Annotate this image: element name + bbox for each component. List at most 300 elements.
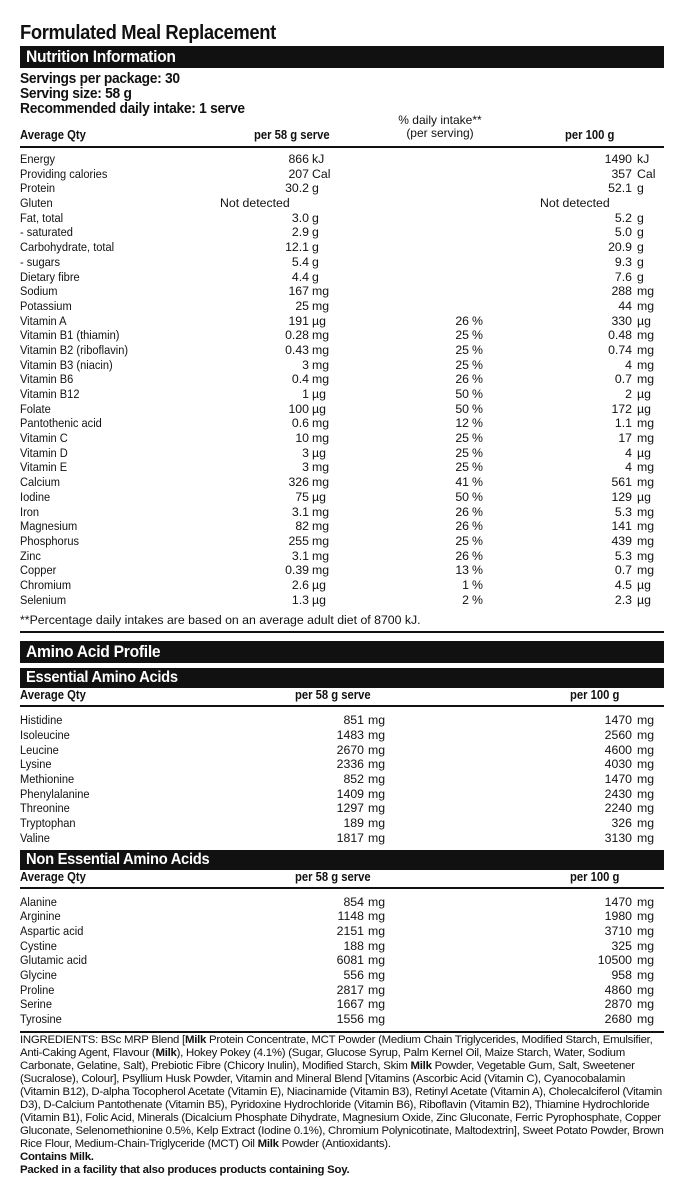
daily-intake-value: 25	[455, 460, 469, 475]
per-100g-unit: µg	[637, 387, 651, 401]
per-100g-value: 1470	[604, 894, 632, 909]
nutrient-row	[20, 167, 664, 182]
per-serve-unit: mg	[312, 519, 330, 534]
daily-intake-unit: %	[472, 489, 483, 504]
daily-intake-value: 26	[455, 504, 469, 519]
col-average-qty: Average Qty	[20, 869, 86, 884]
ingredient-text: ), Hokey Pokey (4.1%) (Sugar, Glucose Syrup, Palm Kernel Oil, Maize Starch, Water, Sodium Carbonate, Gelatine, Salt), Prebiotic Fibre (Chicory Inulin), Modified Starch, Skim	[20, 1046, 625, 1072]
amino-acid-name: Cystine	[20, 938, 57, 953]
nutrient-row	[20, 358, 664, 373]
per-serve-value: 4.4	[291, 269, 309, 284]
per-100g-unit: mg	[637, 298, 655, 313]
per-100g-value: 439	[611, 533, 632, 548]
per-100g-unit: g	[637, 254, 644, 269]
per-serve-unit: Cal	[312, 166, 331, 181]
per-100g-value: 141	[611, 519, 632, 534]
amino-acid-row	[20, 1012, 664, 1027]
per-100g-value: 561	[611, 475, 632, 490]
amino-acid-name: Tyrosine	[20, 1012, 62, 1026]
per-serve-unit: mg	[312, 372, 330, 387]
per-serve-value: 1483	[336, 728, 364, 742]
ingredient-text: Powder, Vegetable Gum, Salt, Sweetener (Sucralose), Colour], Psyllium Husk Powder, Vitamin and Mineral Blend [Vitamins (Ascorbic Acid (Vitamin C), Cyanocobalamin (Vitamin B12), D-alpha Tocopherol Acetate (Vitamin E), Niacinamide (Vitamin B3), Retinyl Acetate (Vitamin A), Cholecalciferol (Vitamin D3), D-Calcium Pantothenate (Vitamin B5), Pyridoxine Hydrochloride (Vitamin B6), Riboflavin (Vitamin B2), Thiamine Hydrochloride (Vitamin B1), Folic Acid, Minerals (Dicalcium Phosphate Dihydrate, Magnesium Oxide, Zinc Gluconate, Ferric Pyrophosphate, Copper Gluconate, Selenomethionine 0.5%, Kelp Extract (Iodine 0.1%), Chromium Polynicotinate, Maltodextrin], Sweet Potato Powder, Brown Rice Flour, Medium-Chain-Triglyceride (MCT) Oil	[20, 1059, 664, 1150]
amino-acid-row	[20, 713, 664, 728]
per-100g-unit: mg	[637, 816, 655, 831]
daily-intake-value: 12	[455, 416, 469, 431]
per-serve-unit: µg	[312, 577, 326, 592]
per-100g-value: 2240	[604, 801, 632, 816]
per-serve-value: 326	[288, 475, 309, 490]
amino-acid-row	[20, 968, 664, 983]
amino-acid-row	[20, 816, 664, 831]
daily-intake-value: 25	[455, 431, 469, 446]
per-serve-value: 189	[343, 816, 364, 831]
per-serve-unit: mg	[312, 431, 330, 446]
per-100g-value: 4860	[604, 982, 632, 997]
per-serve-unit: mg	[312, 460, 330, 475]
per-serve-unit: mg	[368, 830, 386, 845]
per-serve-unit: mg	[368, 938, 386, 953]
per-100g-unit: mg	[637, 997, 655, 1012]
daily-intake-value: 26	[455, 519, 469, 534]
per-serve-value: 866	[288, 152, 309, 166]
amino-acid-row	[20, 728, 664, 743]
amino-acid-row	[20, 787, 664, 802]
daily-intake-value: 25	[455, 357, 469, 372]
per-serve-unit: mg	[368, 894, 386, 909]
per-serve-value: 3	[302, 357, 309, 372]
per-serve-value: 3	[302, 445, 309, 460]
nutrient-row	[20, 460, 664, 475]
amino-acid-name: Tryptophan	[20, 816, 76, 831]
per-100g-unit: mg	[637, 801, 655, 816]
nutrient-row	[20, 431, 664, 446]
daily-intake-value: 25	[455, 342, 469, 357]
nutrient-row	[20, 402, 664, 417]
per-serve-unit: mg	[312, 533, 330, 548]
nutrient-row	[20, 240, 664, 255]
daily-intake-unit: %	[472, 431, 483, 446]
col-average-qty: Average Qty	[20, 688, 86, 703]
per-serve-value: 1409	[336, 786, 364, 801]
per-100g-value: 2680	[604, 1012, 632, 1026]
per-100g-unit: g	[637, 210, 644, 225]
per-100g-unit: mg	[637, 713, 655, 728]
per-serve-value: Not detected	[220, 196, 290, 211]
essential-rows	[20, 713, 664, 845]
per-serve-value: 75	[295, 489, 309, 504]
per-100g-value: 5.3	[614, 504, 632, 519]
daily-intake-value: 25	[455, 445, 469, 460]
daily-intake-unit: %	[472, 504, 483, 519]
amino-acid-name: Proline	[20, 982, 55, 997]
per-100g-value: 4030	[604, 757, 632, 772]
recommended-intake: Recommended daily intake: 1 serve	[20, 100, 245, 117]
nutrient-name: Copper	[20, 563, 57, 578]
daily-intake-unit: %	[472, 563, 483, 578]
per-100g-unit: µg	[637, 313, 651, 328]
servings-per-package: Servings per package: 30	[20, 70, 180, 87]
amino-acid-name: Alanine	[20, 894, 57, 909]
per-serve-unit: mg	[368, 786, 386, 801]
nutrient-row	[20, 255, 664, 270]
per-100g-unit: g	[637, 181, 644, 196]
nutrient-name: Carbohydrate, total	[20, 240, 115, 255]
per-100g-value: 0.7	[614, 563, 632, 578]
nutrient-name: - saturated	[20, 225, 73, 240]
nutrient-row	[20, 534, 664, 549]
nutrient-name: Vitamin E	[20, 460, 68, 475]
per-100g-value: 2870	[604, 997, 632, 1012]
daily-intake-value: 50	[455, 489, 469, 504]
per-100g-value: 1490	[604, 152, 632, 166]
per-100g-unit: mg	[637, 786, 655, 801]
per-serve-value: 1148	[337, 909, 364, 924]
per-serve-unit: mg	[368, 997, 386, 1012]
nutrient-row	[20, 270, 664, 285]
per-100g-value: 0.74	[608, 342, 632, 357]
amino-acid-name: Aspartic acid	[20, 923, 84, 938]
per-100g-unit: mg	[637, 923, 655, 938]
per-serve-unit: mg	[312, 475, 330, 490]
per-100g-unit: mg	[637, 357, 655, 372]
per-serve-unit: mg	[368, 909, 386, 924]
daily-intake-unit: %	[472, 372, 483, 387]
product-title: Formulated Meal Replacement	[20, 22, 276, 44]
amino-acid-row	[20, 924, 664, 939]
per-100g-value: 9.3	[614, 254, 632, 269]
per-serve-unit: mg	[368, 953, 386, 968]
per-serve-value: 0.6	[291, 416, 309, 431]
nutrient-name: Vitamin B3 (niacin)	[20, 357, 113, 372]
per-serve-unit: µg	[312, 401, 326, 416]
ingredients-text	[20, 1034, 664, 1151]
amino-acid-name: Glycine	[20, 967, 57, 982]
per-serve-value: 2.6	[291, 577, 309, 592]
per-serve-unit: mg	[368, 801, 386, 816]
per-serve-unit: mg	[368, 757, 386, 772]
per-serve-unit: mg	[368, 713, 386, 728]
per-serve-unit: µg	[312, 445, 326, 460]
per-serve-unit: µg	[312, 387, 326, 401]
per-100g-unit: mg	[637, 757, 655, 772]
nutrient-name: Vitamin A	[20, 313, 67, 328]
per-100g-value: 3130	[604, 830, 632, 845]
per-100g-unit: g	[637, 240, 644, 255]
per-100g-unit: mg	[637, 372, 655, 387]
daily-intake-unit: %	[472, 313, 483, 328]
amino-acid-name: Phenylalanine	[20, 786, 90, 801]
per-serve-unit: mg	[312, 416, 330, 431]
daily-intake-unit: %	[472, 519, 483, 534]
per-serve-value: 191	[288, 313, 309, 328]
per-100g-unit: mg	[637, 1012, 655, 1026]
nutrient-name: Pantothenic acid	[20, 416, 102, 431]
nutrition-rows	[20, 152, 664, 607]
per-serve-unit: µg	[312, 313, 326, 328]
col-per-serve: per 58 g serve	[295, 869, 371, 884]
nutrient-name: Gluten	[20, 196, 53, 211]
per-100g-value: 1.1	[614, 416, 632, 431]
amino-acid-row	[20, 772, 664, 787]
per-serve-value: 852	[343, 772, 364, 787]
daily-intake-value: 41	[455, 475, 469, 490]
per-serve-value: 207	[288, 166, 309, 181]
per-serve-unit: mg	[368, 728, 386, 742]
per-serve-value: 0.4	[291, 372, 309, 387]
daily-intake-unit: %	[472, 445, 483, 460]
daily-intake-unit: %	[472, 475, 483, 490]
amino-acid-name: Leucine	[20, 742, 59, 757]
per-serve-unit: mg	[368, 816, 386, 831]
per-100g-value: 325	[611, 938, 632, 953]
col-average-qty: Average Qty	[20, 128, 86, 142]
per-100g-unit: mg	[637, 742, 655, 757]
nutrient-row	[20, 284, 664, 299]
nutrient-name: - sugars	[20, 254, 60, 269]
daily-intake-unit: %	[472, 416, 483, 431]
per-100g-unit: mg	[637, 533, 655, 548]
per-serve-unit: g	[312, 210, 319, 225]
nutrient-row	[20, 549, 664, 564]
nutrient-name: Vitamin B1 (thiamin)	[20, 328, 120, 343]
per-serve-value: 851	[343, 713, 364, 728]
per-serve-unit: g	[312, 225, 319, 240]
daily-intake-value: 50	[455, 401, 469, 416]
serving-size: Serving size: 58 g	[20, 85, 132, 102]
per-100g-value: 5.2	[614, 210, 632, 225]
essential-column-header	[20, 688, 664, 707]
per-100g-unit: kJ	[637, 152, 650, 166]
per-100g-value: 4	[625, 445, 632, 460]
per-serve-unit: mg	[312, 548, 330, 563]
per-serve-value: 854	[343, 894, 364, 909]
per-serve-value: 6081	[336, 953, 364, 968]
per-100g-unit: mg	[637, 460, 655, 475]
per-100g-unit: µg	[637, 577, 651, 592]
per-100g-value: Not detected	[540, 196, 610, 211]
per-serve-value: 3.1	[291, 504, 309, 519]
per-100g-value: 2	[625, 387, 632, 401]
daily-intake-unit: %	[472, 460, 483, 475]
per-serve-value: 188	[343, 938, 364, 953]
allergen-highlight: Milk	[257, 1137, 279, 1150]
per-100g-value: 172	[611, 401, 632, 416]
nutrient-row	[20, 314, 664, 329]
nutrient-name: Phosphorus	[20, 533, 80, 548]
per-serve-unit: mg	[368, 923, 386, 938]
nutrition-heading: Nutrition Information	[20, 46, 664, 68]
amino-acid-name: Methionine	[20, 772, 75, 787]
per-serve-value: 82	[295, 519, 309, 534]
per-100g-value: 288	[611, 284, 632, 299]
facility-statement: Packed in a facility that also produces products containing Soy.	[20, 1163, 350, 1176]
allergen-highlight: Milk	[410, 1059, 432, 1072]
nutrient-row	[20, 519, 664, 534]
amino-acid-row	[20, 801, 664, 816]
per-100g-value: 4	[625, 460, 632, 475]
col-per-serve: per 58 g serve	[295, 688, 371, 703]
per-100g-unit: mg	[637, 342, 655, 357]
per-100g-unit: mg	[637, 894, 655, 909]
nutrient-name: Iodine	[20, 489, 51, 504]
per-serve-unit: mg	[368, 1012, 386, 1026]
col-per-100g: per 100 g	[565, 128, 615, 142]
per-serve-value: 100	[288, 401, 309, 416]
per-serve-value: 0.39	[285, 563, 309, 578]
nutrient-name: Energy	[20, 152, 56, 166]
per-100g-value: 1470	[604, 772, 632, 787]
label-page	[20, 20, 664, 1177]
amino-acid-row	[20, 983, 664, 998]
nutrient-row	[20, 578, 664, 593]
per-100g-unit: mg	[637, 328, 655, 343]
daily-intake-unit: %	[472, 357, 483, 372]
per-serve-value: 1	[302, 387, 309, 401]
per-100g-value: 17	[618, 431, 632, 446]
per-100g-value: 5.3	[614, 548, 632, 563]
per-100g-value: 330	[611, 313, 632, 328]
per-serve-value: 3	[302, 460, 309, 475]
per-100g-value: 4600	[604, 742, 632, 757]
daily-intake-value: 2	[462, 592, 469, 607]
per-serve-unit: mg	[312, 342, 330, 357]
nutrient-row	[20, 475, 664, 490]
amino-acid-name: Threonine	[20, 801, 70, 816]
per-100g-unit: g	[637, 225, 644, 240]
nutrient-name: Chromium	[20, 577, 72, 592]
nutrient-name: Zinc	[20, 548, 41, 563]
amino-acid-row	[20, 953, 664, 968]
per-serve-value: 0.28	[285, 328, 309, 343]
nutrient-row	[20, 299, 664, 314]
amino-acid-name: Histidine	[20, 713, 63, 728]
nutrient-row	[20, 446, 664, 461]
per-serve-unit: mg	[312, 298, 330, 313]
per-serve-value: 2151	[336, 923, 364, 938]
per-100g-unit: mg	[637, 830, 655, 845]
amino-acid-name: Isoleucine	[20, 728, 70, 742]
nutrient-name: Potassium	[20, 298, 72, 313]
contains-statement: Contains Milk.	[20, 1150, 94, 1163]
amino-acid-row	[20, 997, 664, 1012]
per-100g-unit: mg	[637, 504, 655, 519]
per-serve-unit: mg	[368, 742, 386, 757]
per-100g-unit: mg	[637, 284, 655, 299]
daily-intake-unit: %	[472, 401, 483, 416]
col-per-100g: per 100 g	[570, 688, 620, 703]
daily-intake-unit: %	[472, 533, 483, 548]
per-serve-value: 255	[288, 533, 309, 548]
nutrient-name: Protein	[20, 181, 56, 196]
per-serve-unit: mg	[312, 504, 330, 519]
per-100g-value: 4.5	[614, 577, 632, 592]
nutrient-row	[20, 225, 664, 240]
per-100g-unit: µg	[637, 445, 651, 460]
nutrient-name: Providing calories	[20, 166, 108, 181]
non-essential-rows	[20, 895, 664, 1027]
per-100g-unit: g	[637, 269, 644, 284]
per-100g-value: 357	[611, 166, 632, 181]
amino-acid-row	[20, 939, 664, 954]
nutrient-name: Fat, total	[20, 210, 64, 225]
per-100g-value: 129	[611, 489, 632, 504]
per-serve-value: 3.1	[291, 548, 309, 563]
daily-intake-value: 25	[455, 533, 469, 548]
nutrient-row	[20, 211, 664, 226]
nutrient-row	[20, 196, 664, 211]
non-essential-heading: Non Essential Amino Acids	[20, 850, 664, 870]
per-serve-unit: µg	[312, 592, 326, 607]
per-serve-value: 1667	[336, 997, 364, 1012]
nutrient-name: Vitamin B6	[20, 372, 74, 387]
nutrient-row	[20, 490, 664, 505]
nutrient-name: Calcium	[20, 475, 60, 490]
per-serve-value: 30.2	[285, 181, 309, 196]
non-essential-column-header	[20, 870, 664, 889]
footnote: **Percentage daily intakes are based on an average adult diet of 8700 kJ.	[20, 613, 664, 633]
per-100g-value: 4	[625, 357, 632, 372]
per-100g-unit: mg	[637, 548, 655, 563]
amino-heading: Amino Acid Profile	[20, 641, 664, 663]
nutrient-row	[20, 328, 664, 343]
daily-intake-unit: %	[472, 592, 483, 607]
per-serve-unit: g	[312, 240, 319, 255]
nutrient-name: Magnesium	[20, 519, 78, 534]
per-serve-value: 10	[295, 431, 309, 446]
per-100g-value: 1470	[604, 713, 632, 728]
col-per-serve: per 58 g serve	[254, 128, 330, 142]
amino-acid-row	[20, 909, 664, 924]
per-100g-unit: mg	[637, 416, 655, 431]
nutrition-column-header	[20, 113, 664, 148]
allergen-highlight: Milk	[155, 1046, 177, 1059]
per-serve-value: 1817	[336, 830, 364, 845]
amino-acid-name: Arginine	[20, 909, 61, 924]
amino-acid-row	[20, 831, 664, 846]
per-100g-value: 1980	[604, 909, 632, 924]
per-serve-value: 25	[295, 298, 309, 313]
per-100g-unit: µg	[637, 592, 651, 607]
daily-intake-value: 13	[455, 563, 469, 578]
per-serve-value: 2817	[336, 982, 364, 997]
serving-info	[20, 71, 664, 116]
per-serve-unit: mg	[312, 284, 330, 299]
nutrient-row	[20, 563, 664, 578]
amino-acid-name: Lysine	[20, 757, 52, 772]
per-100g-value: 2430	[604, 786, 632, 801]
ingredients-block	[20, 1031, 664, 1177]
per-100g-unit: µg	[637, 489, 651, 504]
nutrient-name: Selenium	[20, 592, 67, 607]
daily-intake-unit: %	[472, 328, 483, 343]
daily-intake-value: 26	[455, 372, 469, 387]
daily-intake-unit: %	[472, 577, 483, 592]
per-serve-value: 5.4	[291, 254, 309, 269]
per-serve-unit: mg	[312, 357, 330, 372]
per-100g-unit: mg	[637, 909, 655, 924]
per-100g-unit: mg	[637, 728, 655, 742]
per-serve-unit: g	[312, 269, 319, 284]
nutrient-row	[20, 181, 664, 196]
per-serve-value: 2336	[336, 757, 364, 772]
per-100g-value: 326	[611, 816, 632, 831]
nutrient-name: Vitamin C	[20, 431, 68, 446]
nutrient-name: Vitamin B2 (riboflavin)	[20, 342, 129, 357]
nutrient-row	[20, 343, 664, 358]
amino-acid-row	[20, 757, 664, 772]
per-serve-unit: kJ	[312, 152, 325, 166]
nutrient-name: Vitamin D	[20, 445, 68, 460]
